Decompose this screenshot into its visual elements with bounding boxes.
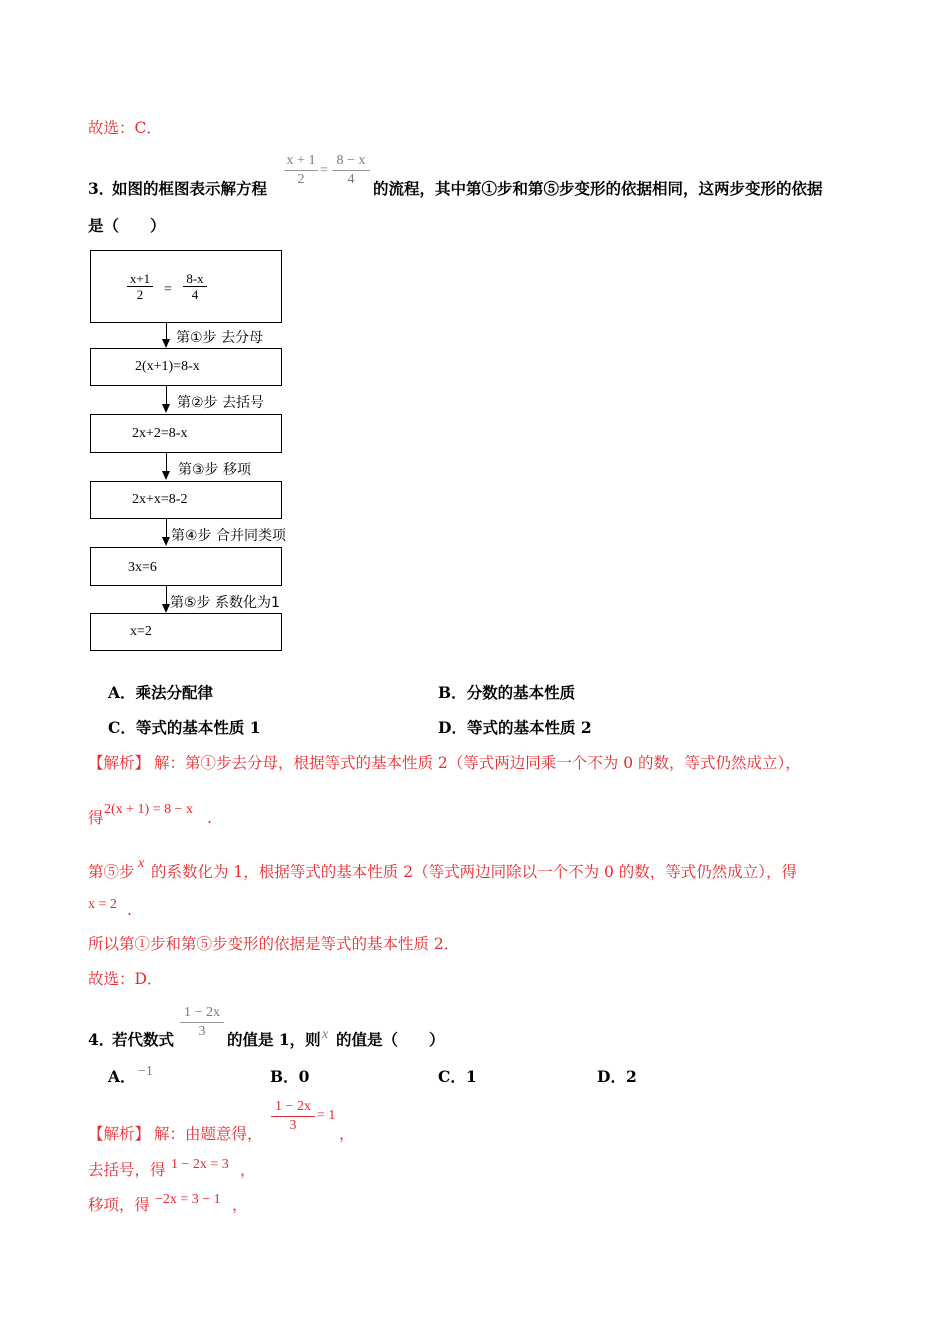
q3-eq-lhs-num: x + 1 xyxy=(286,153,316,168)
flow-arrow-4-line xyxy=(166,519,167,538)
q4-analysis-line2-post: ， xyxy=(240,1161,256,1179)
q3-analysis-line1: 解：第①步去分母，根据等式的基本性质 2（等式两边同乘一个不为 0 的数，等式仍然成立）， xyxy=(154,754,801,772)
flow-box-1-lhs-den: 2 xyxy=(136,287,144,302)
q4-var: x xyxy=(322,1027,329,1042)
flow-box-1-rhs-den: 4 xyxy=(191,287,199,302)
q3-analysis-line3-post: 的系数化为 1，根据等式的基本性质 2（等式两边同除以一个不为 0 的数，等式仍然成立），得 xyxy=(151,863,798,881)
flow-step-4: 第④步 合并同类项 xyxy=(171,528,287,544)
flow-arrow-1-head xyxy=(162,339,170,348)
flow-box-3 xyxy=(90,414,282,453)
q3-analysis-line2-post: . xyxy=(207,809,212,827)
flow-box-1-rhs-num: 8-x xyxy=(186,271,204,286)
flow-box-1-eq: = xyxy=(164,282,172,297)
flow-arrow-1-line xyxy=(166,323,167,340)
q4-option-c[interactable]: C．1 xyxy=(438,1067,477,1086)
q3-eq-sign: = xyxy=(320,163,328,178)
q3-analysis-tag: 【解析】 xyxy=(88,754,151,772)
q3-analysis-line2-pre: 得 xyxy=(88,809,104,827)
flow-box-3-text: 2x+2=8-x xyxy=(132,426,188,441)
flow-arrow-3-line xyxy=(166,453,167,472)
flow-box-1-lhs-fraction xyxy=(127,271,153,302)
q4-fraction-num: 1 − 2x xyxy=(184,1005,220,1020)
q3-option-c[interactable]: C．等式的基本性质 1 xyxy=(108,718,261,737)
q4-fraction-den: 3 xyxy=(198,1024,206,1039)
flow-arrow-2-head xyxy=(162,404,170,413)
q3-tail: 的流程，其中第①步和第⑤步变形的依据相同，这两步变形的依据 xyxy=(373,179,823,198)
q4-analysis-line3-post: ， xyxy=(232,1196,248,1214)
q3-analysis-line4-math: x = 2 xyxy=(88,897,117,912)
q3-eq-lhs-den: 2 xyxy=(297,172,305,187)
q4-analysis-tag: 【解析】 xyxy=(88,1125,151,1143)
flow-arrow-2-line xyxy=(166,386,167,405)
flow-box-4-text: 2x+x=8-2 xyxy=(132,492,188,507)
flow-box-5 xyxy=(90,547,282,586)
flow-box-2 xyxy=(90,348,282,386)
q4-analysis-line2-math: 1 − 2x = 3 xyxy=(171,1157,229,1172)
flow-step-3: 第③步 移项 xyxy=(178,462,252,478)
q4-analysis-line2-pre: 去括号，得 xyxy=(88,1161,166,1179)
q4-tail: 的值是（ ） xyxy=(336,1030,445,1049)
q4-option-a-label[interactable]: A． xyxy=(108,1067,136,1086)
q3-eq-rhs-den: 4 xyxy=(347,172,355,187)
flow-step-1: 第①步 去分母 xyxy=(176,330,264,346)
q4-analysis-line1-pre: 解：由题意得， xyxy=(154,1125,263,1143)
previous-answer: 故选：C． xyxy=(88,119,162,137)
q3-analysis-line2-math: 2(x + 1) = 8 − x xyxy=(104,802,194,817)
q4-option-a-value[interactable]: −1 xyxy=(138,1064,153,1079)
q4-analysis-line1-post: ， xyxy=(339,1125,355,1143)
flow-box-6 xyxy=(90,613,282,651)
flow-step-2: 第②步 去括号 xyxy=(177,395,265,411)
flow-arrow-3-head xyxy=(162,471,170,480)
flow-arrow-5-head xyxy=(162,604,170,613)
flow-box-4 xyxy=(90,481,282,519)
q4-number: 4． xyxy=(88,1030,115,1049)
q3-option-a[interactable]: A．乘法分配律 xyxy=(108,683,214,702)
flow-box-1 xyxy=(90,250,282,323)
q3-eq-rhs-num: 8 − x xyxy=(336,153,366,168)
q3-analysis-line5: 所以第①步和第⑤步变形的依据是等式的基本性质 2． xyxy=(88,935,460,953)
q4-mid: 的值是 1，则 xyxy=(227,1030,321,1049)
q3-lead: 如图的框图表示解方程 xyxy=(112,179,268,198)
q4-option-d[interactable]: D．2 xyxy=(597,1067,637,1086)
q4-analysis-fraction xyxy=(271,1098,315,1135)
flow-box-1-rhs-fraction xyxy=(183,271,207,302)
flow-step-5: 第⑤步 系数化为1 xyxy=(170,595,280,611)
flow-arrow-4-head xyxy=(162,537,170,546)
q3-analysis-line3-var: x xyxy=(138,856,145,871)
flow-box-1-lhs-num: x+1 xyxy=(129,271,151,286)
flow-box-5-text: 3x=6 xyxy=(128,560,157,575)
q4-analysis-fraction-num: 1 − 2x xyxy=(275,1099,311,1114)
q4-fraction xyxy=(180,1004,224,1041)
q4-analysis-fraction-den: 3 xyxy=(289,1118,297,1133)
q3-number: 3． xyxy=(88,179,115,198)
q3-analysis-line4-post: . xyxy=(127,901,132,919)
q3-analysis-line3-pre: 第⑤步 xyxy=(88,863,135,881)
q3-analysis-line6: 故选：D． xyxy=(88,970,163,988)
q4-analysis-line1-rhs: = 1 xyxy=(317,1108,336,1123)
flow-arrow-5-line xyxy=(166,586,167,605)
q3-option-d[interactable]: D．等式的基本性质 2 xyxy=(438,718,592,737)
q4-option-b[interactable]: B．0 xyxy=(270,1067,310,1086)
q4-analysis-line3-math: −2x = 3 − 1 xyxy=(155,1192,221,1207)
flow-box-2-text: 2(x+1)=8-x xyxy=(135,359,200,374)
flow-box-6-text: x=2 xyxy=(130,624,152,639)
q4-analysis-line3-pre: 移项，得 xyxy=(88,1196,151,1214)
q3-equation-lhs-fraction xyxy=(284,152,318,189)
q3-option-b[interactable]: B．分数的基本性质 xyxy=(438,683,576,702)
q4-lead: 若代数式 xyxy=(112,1030,175,1049)
q3-equation-rhs-fraction xyxy=(332,152,370,189)
q3-line2: 是（ ） xyxy=(88,216,166,235)
